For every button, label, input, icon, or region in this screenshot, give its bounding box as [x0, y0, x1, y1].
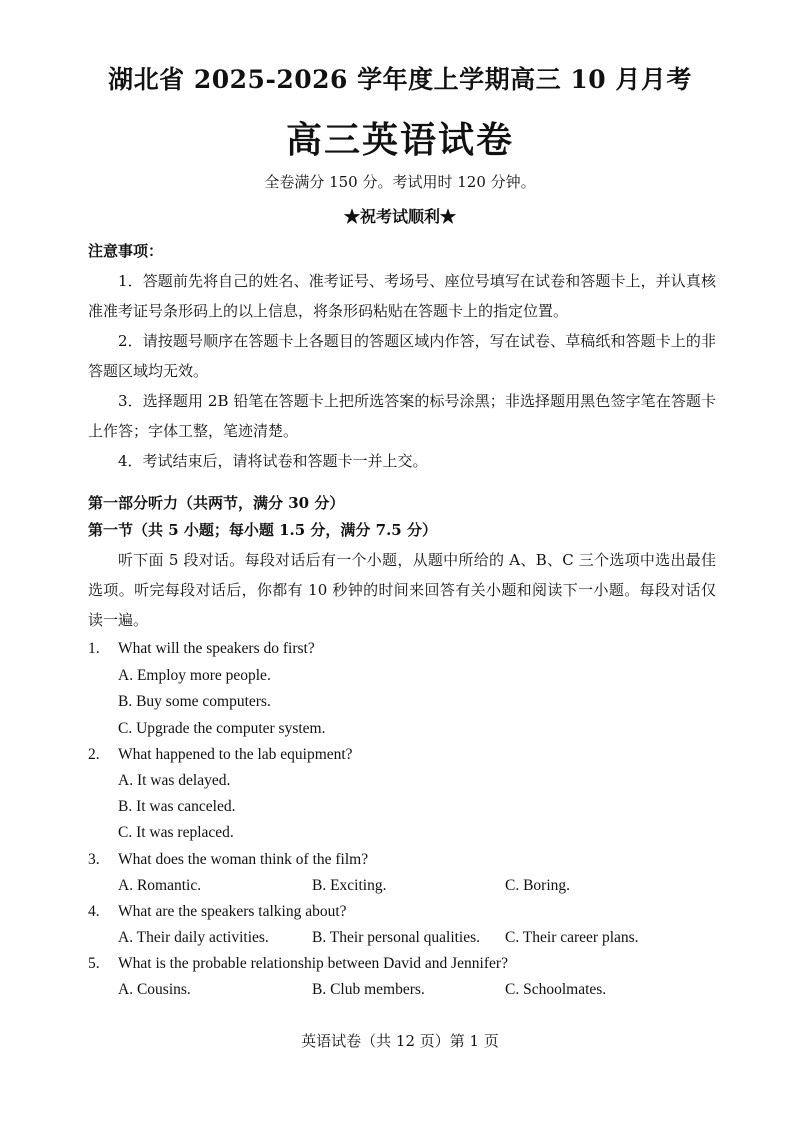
page-footer: 英语试卷（共 12 页）第 1 页: [301, 1032, 499, 1050]
option-1b: B. Buy some computers.: [118, 693, 271, 710]
question-text: What will the speakers do first?: [118, 640, 315, 657]
option-1a: A. Employ more people.: [118, 667, 271, 684]
question-number: 2.: [88, 746, 100, 763]
question-number: 3.: [88, 851, 100, 868]
question-number: 1.: [88, 640, 100, 657]
option-1c: C. Upgrade the computer system.: [118, 720, 326, 737]
option-4c: C. Their career plans.: [505, 929, 639, 946]
notice-heading: 注意事项：: [88, 242, 164, 260]
question-number: 4.: [88, 903, 100, 920]
notice-item-3: 3．选择题用 2B 铅笔在答题卡上把所选答案的标号涂黑；非选择题用黑色签字笔在答题卡上作答；字体工整，笔迹清楚。: [88, 392, 716, 440]
question-text: What are the speakers talking about?: [118, 903, 347, 920]
section1-heading: 第一节（共 5 小题；每小题 1.5 分，满分 7.5 分）: [88, 521, 437, 539]
option-2c: C. It was replaced.: [118, 824, 234, 841]
question-number: 5.: [88, 955, 100, 972]
exam-title: 湖北省 2025-2026 学年度上学期高三 10 月月考: [108, 65, 692, 94]
part1-heading: 第一部分听力（共两节，满分 30 分）: [88, 494, 345, 512]
notice-item-2: 2．请按题号顺序在答题卡上各题目的答题区域内作答，写在试卷、草稿纸和答题卡上的非答题区域均无效。: [88, 332, 716, 380]
question-text: What happened to the lab equipment?: [118, 746, 353, 763]
option-5a: A. Cousins.: [118, 981, 191, 998]
option-3b: B. Exciting.: [312, 877, 387, 894]
question-text: What does the woman think of the film?: [118, 851, 369, 868]
score-info: 全卷满分 150 分。考试用时 120 分钟。: [264, 173, 536, 191]
option-4a: A. Their daily activities.: [118, 929, 269, 946]
option-3c: C. Boring.: [505, 877, 571, 894]
question-text: What is the probable relationship between David and Jennifer?: [118, 955, 508, 972]
exam-subtitle: 高三英语试卷: [285, 119, 514, 161]
notice-item-1: 1．答题前先将自己的姓名、准考证号、考场号、座位号填写在试卷和答题卡上，并认真核准准考证号条形码上的以上信息，将条形码粘贴在答题卡上的指定位置。: [88, 272, 716, 320]
blessing-line: ★祝考试顺利★: [343, 207, 456, 226]
option-2a: A. It was delayed.: [118, 772, 231, 789]
option-5c: C. Schoolmates.: [505, 981, 607, 998]
option-2b: B. It was canceled.: [118, 798, 236, 815]
listening-instructions: 听下面 5 段对话。每段对话后有一个小题，从题中所给的 A、B、C 三个选项中选出最佳选项。听完每段对话后，你都有 10 秒钟的时间来回答有关小题和阅读下一小题。每段对话仅读一遍。: [88, 551, 716, 629]
option-5b: B. Club members.: [312, 981, 425, 998]
option-4b: B. Their personal qualities.: [312, 929, 481, 946]
option-3a: A. Romantic.: [118, 877, 202, 894]
notice-item-4: 4．考试结束后，请将试卷和答题卡一并上交。: [118, 452, 428, 470]
